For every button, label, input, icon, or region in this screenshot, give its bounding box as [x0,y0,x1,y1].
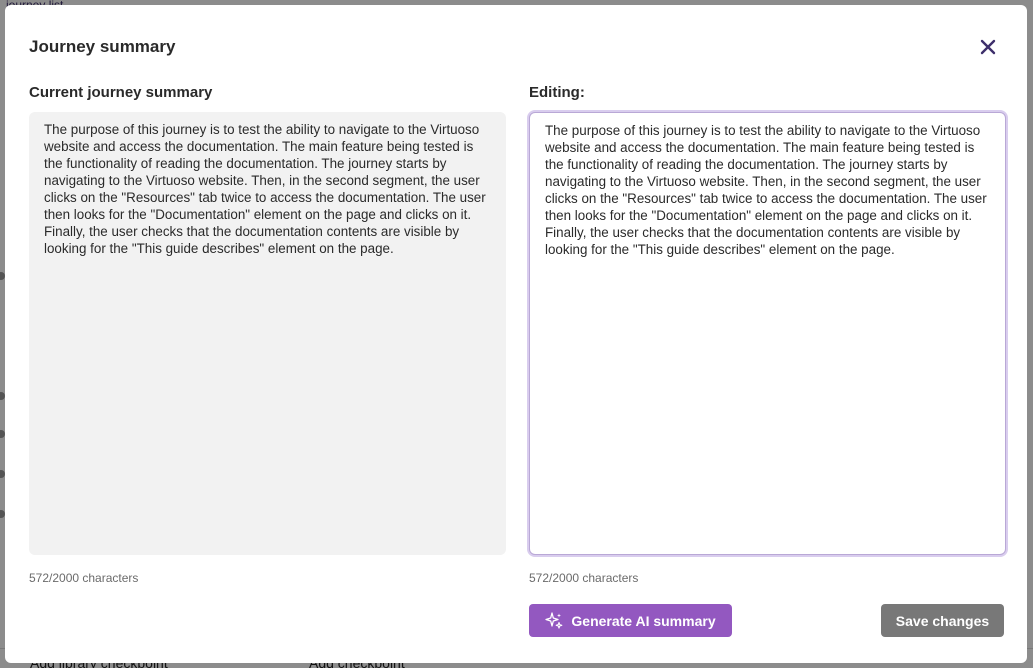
editing-label: Editing: [529,84,585,101]
generate-ai-summary-button[interactable] [529,604,732,637]
close-icon [980,39,996,55]
save-changes-button[interactable] [881,604,1004,637]
generate-ai-summary-label: Generate AI summary [571,612,716,629]
close-button[interactable] [977,36,999,58]
save-changes-label: Save changes [895,612,990,629]
modal-title: Journey summary [29,37,176,56]
sparkles-icon [545,612,563,630]
current-summary-text: The purpose of this journey is to test the ability to navigate to the Virtuoso website and access the documentation. The main feature being tested is the functionality of reading the documentation. The journey starts by navigating to the Virtuoso website. Then, in the second segment, the user clicks on the "Resources" tab twice to access the documentation. The user then looks for the "Documentation" element on the page and clicks on it. Finally, the user checks that the documentation contents are visible by looking for the "This guide describes" element on the page. [29,112,506,555]
summary-editor-textarea[interactable] [529,112,1006,555]
journey-summary-modal [5,5,1027,663]
editing-char-count: 572/2000 characters [529,571,639,585]
current-summary-label: Current journey summary [29,84,213,101]
current-char-count: 572/2000 characters [29,571,139,585]
